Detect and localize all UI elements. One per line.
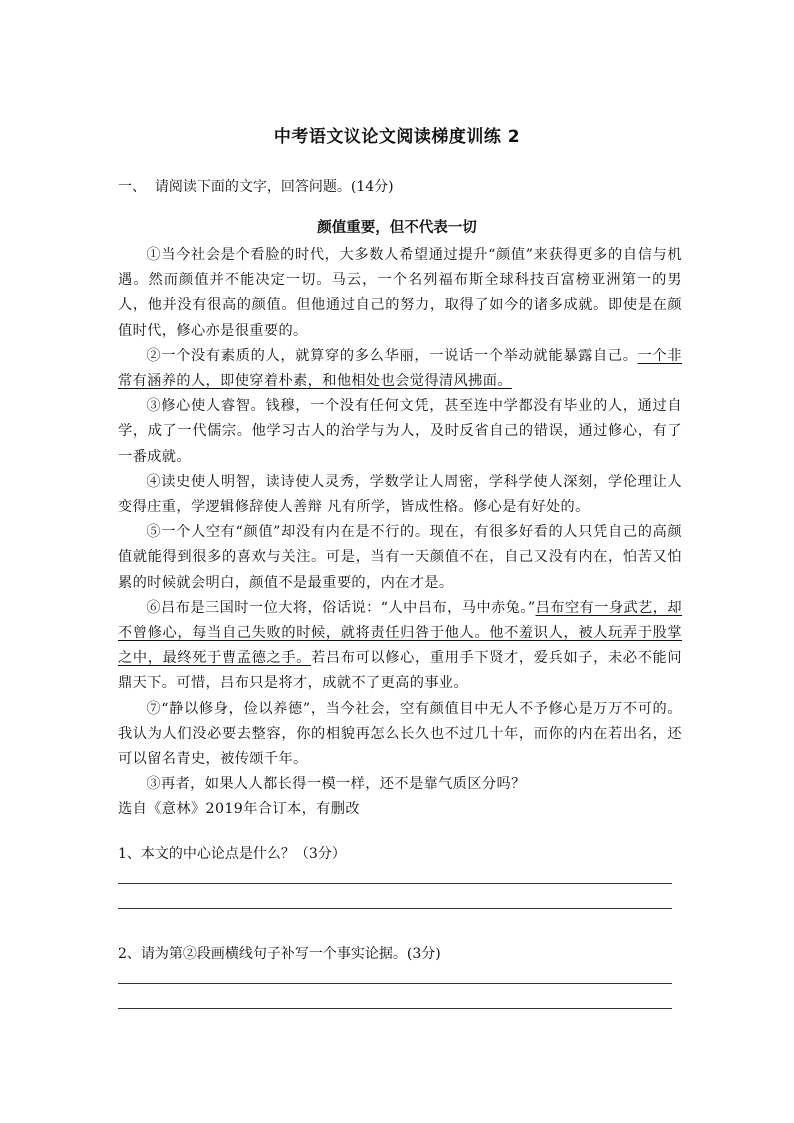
article-body [118,243,682,823]
answer-line[interactable] [118,908,672,909]
article-source: 选自《意林》2019年合订本，有删改 [118,801,360,818]
answer-line[interactable] [118,983,672,984]
paragraph-2-text: ②一个没有素质的人，就算穿的多么华丽，一说话一个举动就能暴露自己。 [146,347,638,364]
paragraph-3: ③修心使人睿智。钱穆，一个没有任何文凭，甚至连中学都没有毕业的人，通过自学，成了一代儒宗。他学习古人的治学与为人，及时反省自己的错误，通过修心，有了一番成就。 [118,398,682,465]
document-title: 中考语文议论文阅读梯度训练 2 [273,127,521,147]
paragraph-1: ①当今社会是个看脸的时代，大多数人希望通过提升“颜值”来获得更多的自信与机遇。然而颜值并不能决定一切。马云，一个名列福布斯全球科技百富榜亚洲第一的男人，他并没有很高的颜值。但他通过自己的努力，取得了如今的诸多成就。即使是在颜值时代，修心亦是很重要的。 [118,247,682,339]
underlined-sentence: 一个非常有涵养的人，即使穿着朴素，和他相处也会觉得清风拂面。 [118,347,683,390]
paragraph-6-text-end: 若吕布可以修心，重用手下贤才，爱兵如子，未必不能问鼎天下。可惜，吕布只是将才，成就不了更高的事业。 [118,650,682,692]
paragraph-6 [118,596,682,697]
question-1: 1、本文的中心论点是什么？（3分） [118,846,346,862]
underlined-passage: 吕布空有一身武艺，却不曾修心，每当自己失败的时候，就将责任归咎于他人。他不羞识人，被人玩弄于股掌之中，最终死于曹孟德之手。 [118,599,682,667]
question-2: 2、请为第②段画横线句子补写一个事实论据。(3分) [118,946,441,962]
article-title: 颜值重要，但不代表一切 [317,220,477,236]
paragraph-7: ⑦“静以修身，俭以养德”，当今社会，空有颜值目中无人不予修心是万万不可的。我认为人们没必要去整容，你的相貌再怎么长久也不过几十年，而你的内在若出名，还可以留名青史，被传颂千年。 [118,700,682,768]
paragraph-6-text: ⑥吕布是三国时一位大将，俗话说：“人中吕布，马中赤兔。” [146,599,536,616]
paragraph-8: ③再者，如果人人都长得一模一样，还不是靠气质区分吗？ [146,776,526,793]
paragraph-4: ④读史使人明智，读诗使人灵秀，学数学让人周密，学科学使人深刻，学伦理让人变得庄重，学逻辑修辞使人善辩 凡有所学，皆成性格。修心是有好处的。 [118,473,682,516]
answer-line[interactable] [118,1008,672,1009]
paragraph-5: ⑤一个人空有“颜值”却没有内在是不行的。现在，有很多好看的人只凭自己的高颜值就能得到很多的喜欢与关注。可是，当有一天颜值不在，自己又没有内在，怕苦又怕累的时候就会明白，颜值不是最重要的，内在才是。 [118,524,682,591]
section-heading: 一、 请阅读下面的文字，回答问题。(14分) [118,179,394,195]
answer-line[interactable] [118,883,672,884]
paragraph-2 [118,344,682,394]
